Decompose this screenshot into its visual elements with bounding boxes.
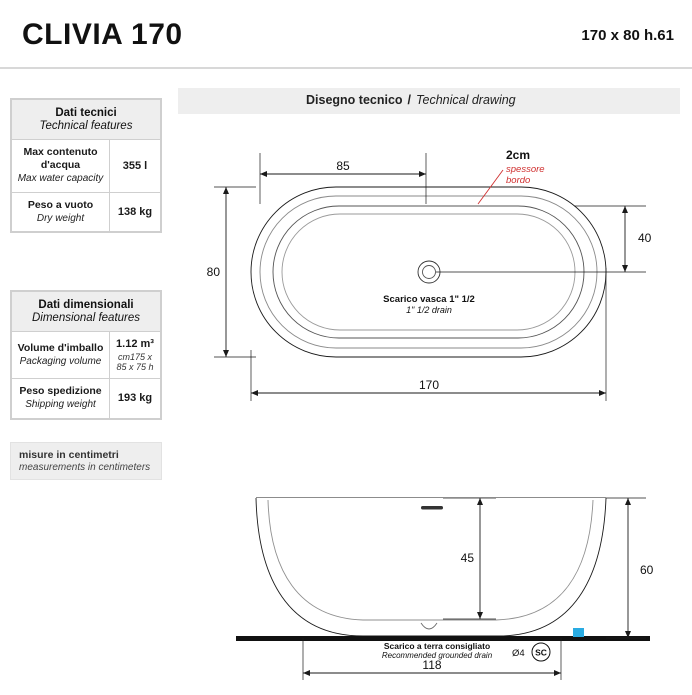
row-label [12, 332, 110, 379]
note-en: measurements in centimeters [19, 462, 151, 473]
row-value: 355 l [110, 140, 161, 193]
table-header-row [12, 292, 161, 332]
row-value: 138 kg [110, 192, 161, 232]
row-label [12, 379, 110, 419]
table-header-it: Dati tecnici [55, 107, 117, 119]
dim-60-label: 60 [640, 563, 654, 577]
table-header-row [12, 100, 161, 140]
table-header-en: Technical features [39, 120, 133, 132]
table-dimensional-features [10, 290, 162, 420]
technical-drawing-label [306, 93, 516, 107]
row-label-en: Shipping weight [25, 399, 96, 411]
drawing-label-separator: / [407, 93, 412, 107]
dim-170-label: 170 [418, 378, 440, 392]
measurement-note [10, 442, 162, 480]
header-dimensions: 170 x 80 h.61 [581, 27, 674, 44]
ground-drain-label-it: Scarico a terra consigliato [383, 641, 491, 651]
technical-drawing-svg [178, 118, 682, 688]
page-title: CLIVIA 170 [22, 18, 183, 51]
table-row [12, 379, 161, 419]
table-technical-features [10, 98, 162, 233]
row-value-sub: cm175 x 85 x 75 h [116, 352, 154, 372]
table-row [12, 332, 161, 379]
row-label-en: Dry weight [36, 212, 85, 224]
table-header-cell [12, 100, 161, 140]
row-label-it: Peso spedizione [19, 385, 102, 397]
table-row [12, 140, 161, 193]
dim-118-label: 118 [422, 658, 442, 672]
dim-40-label: 40 [638, 231, 652, 245]
drawing-canvas [178, 118, 682, 688]
dim-45-label: 45 [460, 551, 474, 565]
table-header-cell [12, 292, 161, 332]
row-value: 193 kg [110, 379, 161, 419]
callout-bordo: bordo [506, 175, 531, 186]
row-label [12, 192, 110, 232]
drawing-label-it: Disegno tecnico [306, 93, 403, 107]
callout-2cm-label: 2cm [506, 148, 531, 162]
row-label-it: Volume d'imballo [17, 341, 104, 354]
table-row [12, 192, 161, 232]
row-label-en: Max water capacity [17, 173, 104, 185]
row-label-it: Peso a vuoto [27, 198, 94, 211]
drain-label-en: 1" 1/2 drain [406, 305, 452, 315]
diameter-label: Ø4 [512, 648, 525, 659]
ground-drain-label-en: Recommended grounded drain [381, 651, 493, 660]
header-divider [0, 67, 692, 69]
callout-spessore: spessore [506, 164, 545, 175]
table-header-en: Dimensional features [31, 312, 141, 324]
technical-drawing-band [178, 88, 680, 114]
row-value [110, 332, 161, 379]
row-label [12, 140, 110, 193]
drawing-label-en: Technical drawing [416, 93, 516, 107]
dim-85-label: 85 [336, 159, 350, 173]
drain-label-it: Scarico vasca 1" 1/2 [383, 294, 475, 305]
overflow-slot-icon [421, 506, 443, 510]
row-value-main: 1.12 m³ [116, 338, 154, 350]
ground-drain-highlight [573, 628, 584, 637]
row-label-en: Packaging volume [19, 355, 102, 367]
row-label-it: Max contenuto d'acqua [23, 146, 98, 172]
table-header-it: Dati dimensionali [38, 299, 134, 311]
sc-badge-label: SC [535, 647, 547, 658]
page-header [0, 0, 692, 68]
dim-80-label: 80 [206, 265, 220, 279]
note-it: misure in centimetri [19, 449, 119, 461]
dim-80 [214, 187, 256, 357]
side-view-bath-outline [256, 498, 606, 636]
